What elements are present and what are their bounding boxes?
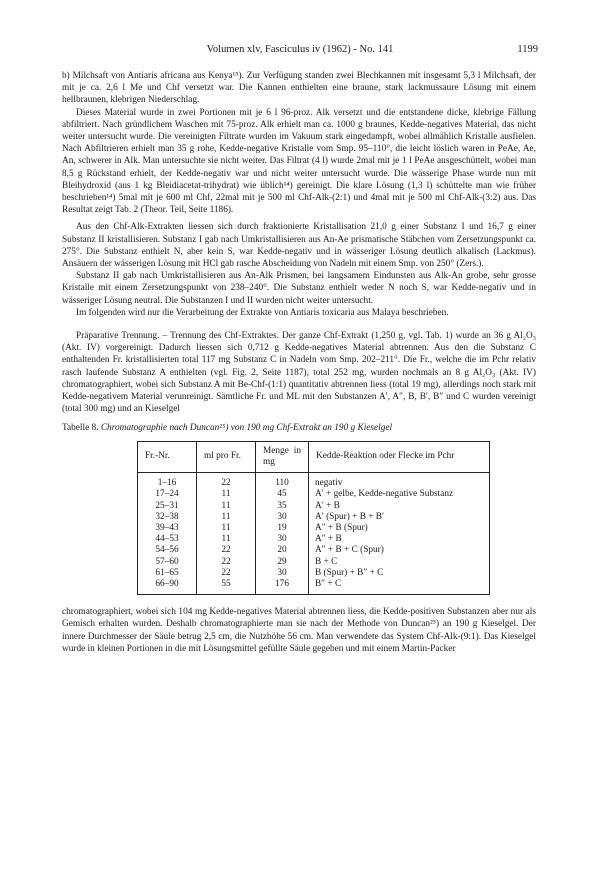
table-row (138, 489, 490, 500)
cell-reaction: negativ (309, 473, 490, 490)
cell-fraction: 66–90 (138, 579, 197, 595)
table-row (138, 579, 490, 595)
running-title: Volumen xlv, Fasciculus iv (1962) - No. 141 (206, 44, 394, 55)
article-body (62, 70, 536, 655)
cell-volume: 22 (197, 557, 256, 568)
cell-reaction: B″ + C (309, 579, 490, 595)
cell-fraction: 25–31 (138, 501, 197, 512)
table-row (138, 501, 490, 512)
table-row (138, 557, 490, 568)
cell-fraction: 1–16 (138, 473, 197, 490)
cell-fraction: 61–65 (138, 568, 197, 579)
cell-amount: 20 (256, 545, 309, 556)
cell-reaction: A″ + B (309, 534, 490, 545)
table-caption-text: Chromatographie nach Duncan²⁵) von 190 mg Chf-Extrakt an 190 g Kieselgel (100, 423, 393, 434)
cell-amount: 176 (256, 579, 309, 595)
cell-reaction: A′ (Spur) + B + B′ (309, 512, 490, 523)
cell-volume: 11 (197, 512, 256, 523)
table-row (138, 545, 490, 556)
paragraph-kenya-latex: b) Milchsaft von Antiaris africana aus Kenya¹⁵). Zur Verfügung standen zwei Blechkannen mit insgesamt 5,3 l Milchsaft, der mit je ca. 2,6 l Me und Chf versetzt war. Die Kannen enthielten eine braune, stark lackmussaure Lösung mit einem hellbraunen, klebrigen Niederschlag. (62, 71, 536, 106)
paragraph-alcohol-treatment: Dieses Material wurde in zwei Portionen mit je 6 l 96-proz. Alk versetzt und die entstandene dicke, klebrige Fällung abfiltriert. Nach gründlichem Waschen mit 75-proz. Alk erhielt man ca. 1000 g braunes, Kedde-negatives Material, das nicht weiter untersucht wurde. Die vereinigten Filtrate wurden im Vakuum stark eingedampft, wobei allmählich Kristalle ausfielen. Nach Abfiltrieren erhielt man 35 g rohe, Kedde-negative Kristalle vom Smp. 95–110°, die leicht löslich waren in PeAe, Ae, An, schwerer in Alk. Man untersuchte sie nicht weiter. Das Filtrat (4 l) wurde 2mal mit je 1 l PeAe ausgeschüttelt, wobei man 8,5 g Rückstand erhielt, der Kedde-negativ war und nicht weiter untersucht wurde. Die wässerige Phase wurde nun mit Bleihydroxid (aus 1 kg Bleidiacetat-trihydrat) wie üblich¹⁴) gereinigt. Die klare Lösung (1,3 l) schüttelte man wie früher beschrieben¹⁴) 5mal mit je 600 ml Chf, 22mal mit je 500 ml Chf-Alk-(2:1) und 4mal mit je 500 ml Chf-Alk-(3:2) aus. Das Resultat zeigt Tab. 2 (Theor. Teil, Seite 1186). (62, 107, 536, 216)
cell-fraction: 39–43 (138, 523, 197, 534)
column-header-fraction: Fr.-Nr. (138, 441, 197, 472)
column-header-reaction: Kedde-Reaktion oder Flecke im Pchr (309, 441, 490, 472)
cell-fraction: 32–38 (138, 512, 197, 523)
cell-fraction: 54–56 (138, 545, 197, 556)
cell-volume: 22 (197, 545, 256, 556)
paragraph-preparative-separation: Präparative Trennung. – Trennung des Chf-Extraktes. Der ganze Chf-Extrakt (1,250 g, vgl. Tab. 1) wurde an 36 g Al₂O₃ (Akt. IV) vorgereinigt. Dadurch liessen sich 0,712 g Kedde-negatives Material abtrennen. Aus den die Substanz C enthaltenden Fr. kristallisierten total 117 mg Substanz C in Nadeln vom Smp. 202–211°. Die Fr., welche die im Pchr relativ rasch laufende Substanz A enthielten (vgl. Fig. 2, Seite 1187), total 252 mg, wurden nochmals an 8 g Al₂O₃ (Akt. IV) chromatographiert, wobei sich Substanz A mit Be-Chf-(1:1) quantitativ abtrennen liess (total 19 mg), allerdings noch stark mit Kedde-negativem Material verunreinigt. Sämtliche Fr. und ML mit den Substanzen A′, A″, B, B′, B″ und C wurden vereinigt (total 300 mg) und an Kieselgel (62, 331, 536, 415)
cell-reaction: A″ + B (Spur) (309, 523, 490, 534)
paragraph-crystallisation: Aus den Chf-Alk-Extrakten liessen sich durch fraktionierte Kristallisation 21,0 g einer Substanz I und 16,7 g einer Substanz II kristallisieren. Substanz I gab nach Umkristallisieren aus An-Ae prismatische Stäbchen vom Zersetzungspunkt ca. 275°. Die Substanz enthielt N, aber kein S, war Kedde-negativ und in wässeriger Lösung deutlich alkalisch (Lackmus). Ansäuern der wässerigen Lösung mit HCl gab rasche Abscheidung von Nadeln mit einem Smp. von 250° (Zers.). (62, 222, 536, 270)
chromatography-table (137, 441, 490, 595)
table-row (138, 473, 490, 490)
paragraph-duncan-method: chromatographiert, wobei sich 104 mg Kedde-negatives Material abtrennen liess, die Kedde-positiven Substanzen aber nur als Gemisch erhalten wurden. Deshalb chromatographierte man sie nach der Methode von Duncan²⁵) an 190 g Kieselgel. Der innere Durchmesser der Säule betrug 2,5 cm, die Nutzhöhe 56 cm. Man verwendete das System Chf-Alk-(9:1). Das Kieselgel wurde in kleinen Portionen in die mit Lösungsmittel gefüllte Säule gegeben und mit einem Martin-Packer (62, 607, 536, 654)
cell-fraction: 44–53 (138, 534, 197, 545)
page-number: 1199 (517, 44, 538, 55)
cell-amount: 30 (256, 534, 309, 545)
paragraph-malaya-note: Im folgenden wird nur die Verarbeitung der Extrakte von Antiaris toxicaria aus Malaya beschrieben. (76, 307, 449, 318)
column-header-amount: Menge in mg (256, 441, 309, 472)
cell-volume: 11 (197, 523, 256, 534)
cell-volume: 11 (197, 534, 256, 545)
cell-fraction: 57–60 (138, 557, 197, 568)
table-header-row (138, 441, 490, 472)
cell-amount: 29 (256, 557, 309, 568)
cell-reaction: A′ + gelbe, Kedde-negative Substanz (309, 489, 490, 500)
cell-volume: 11 (197, 489, 256, 500)
cell-amount: 30 (256, 568, 309, 579)
table-caption (62, 422, 536, 434)
page-header (0, 44, 600, 58)
cell-reaction: B (Spur) + B″ + C (309, 568, 490, 579)
cell-volume: 55 (197, 579, 256, 595)
cell-amount: 19 (256, 523, 309, 534)
cell-reaction: B + C (309, 557, 490, 568)
column-header-volume: ml pro Fr. (197, 441, 256, 472)
cell-amount: 30 (256, 512, 309, 523)
cell-amount: 35 (256, 501, 309, 512)
paragraph-substanz-ii: Substanz II gab nach Umkristallisieren aus An-Alk Prismen, bei langsamem Eindunsten aus Alk-An grobe, sehr grosse Kristalle mit einem Zersetzungspunkt von 238–240°. Die Substanz enthielt weder N noch S, war Kedde-negativ und in wässeriger Lösung neutral. Die Substanzen I und II wurden nicht weiter untersucht. (62, 271, 536, 306)
cell-volume: 11 (197, 501, 256, 512)
table-row (138, 512, 490, 523)
cell-reaction: A″ + B + C (Spur) (309, 545, 490, 556)
table-caption-label: Tabelle 8. (62, 423, 99, 434)
cell-volume: 22 (197, 568, 256, 579)
cell-reaction: A′ + B (309, 501, 490, 512)
cell-amount: 45 (256, 489, 309, 500)
table-row (138, 568, 490, 579)
table-row (138, 523, 490, 534)
table-row (138, 534, 490, 545)
cell-amount: 110 (256, 473, 309, 490)
cell-fraction: 17–24 (138, 489, 197, 500)
cell-volume: 22 (197, 473, 256, 490)
